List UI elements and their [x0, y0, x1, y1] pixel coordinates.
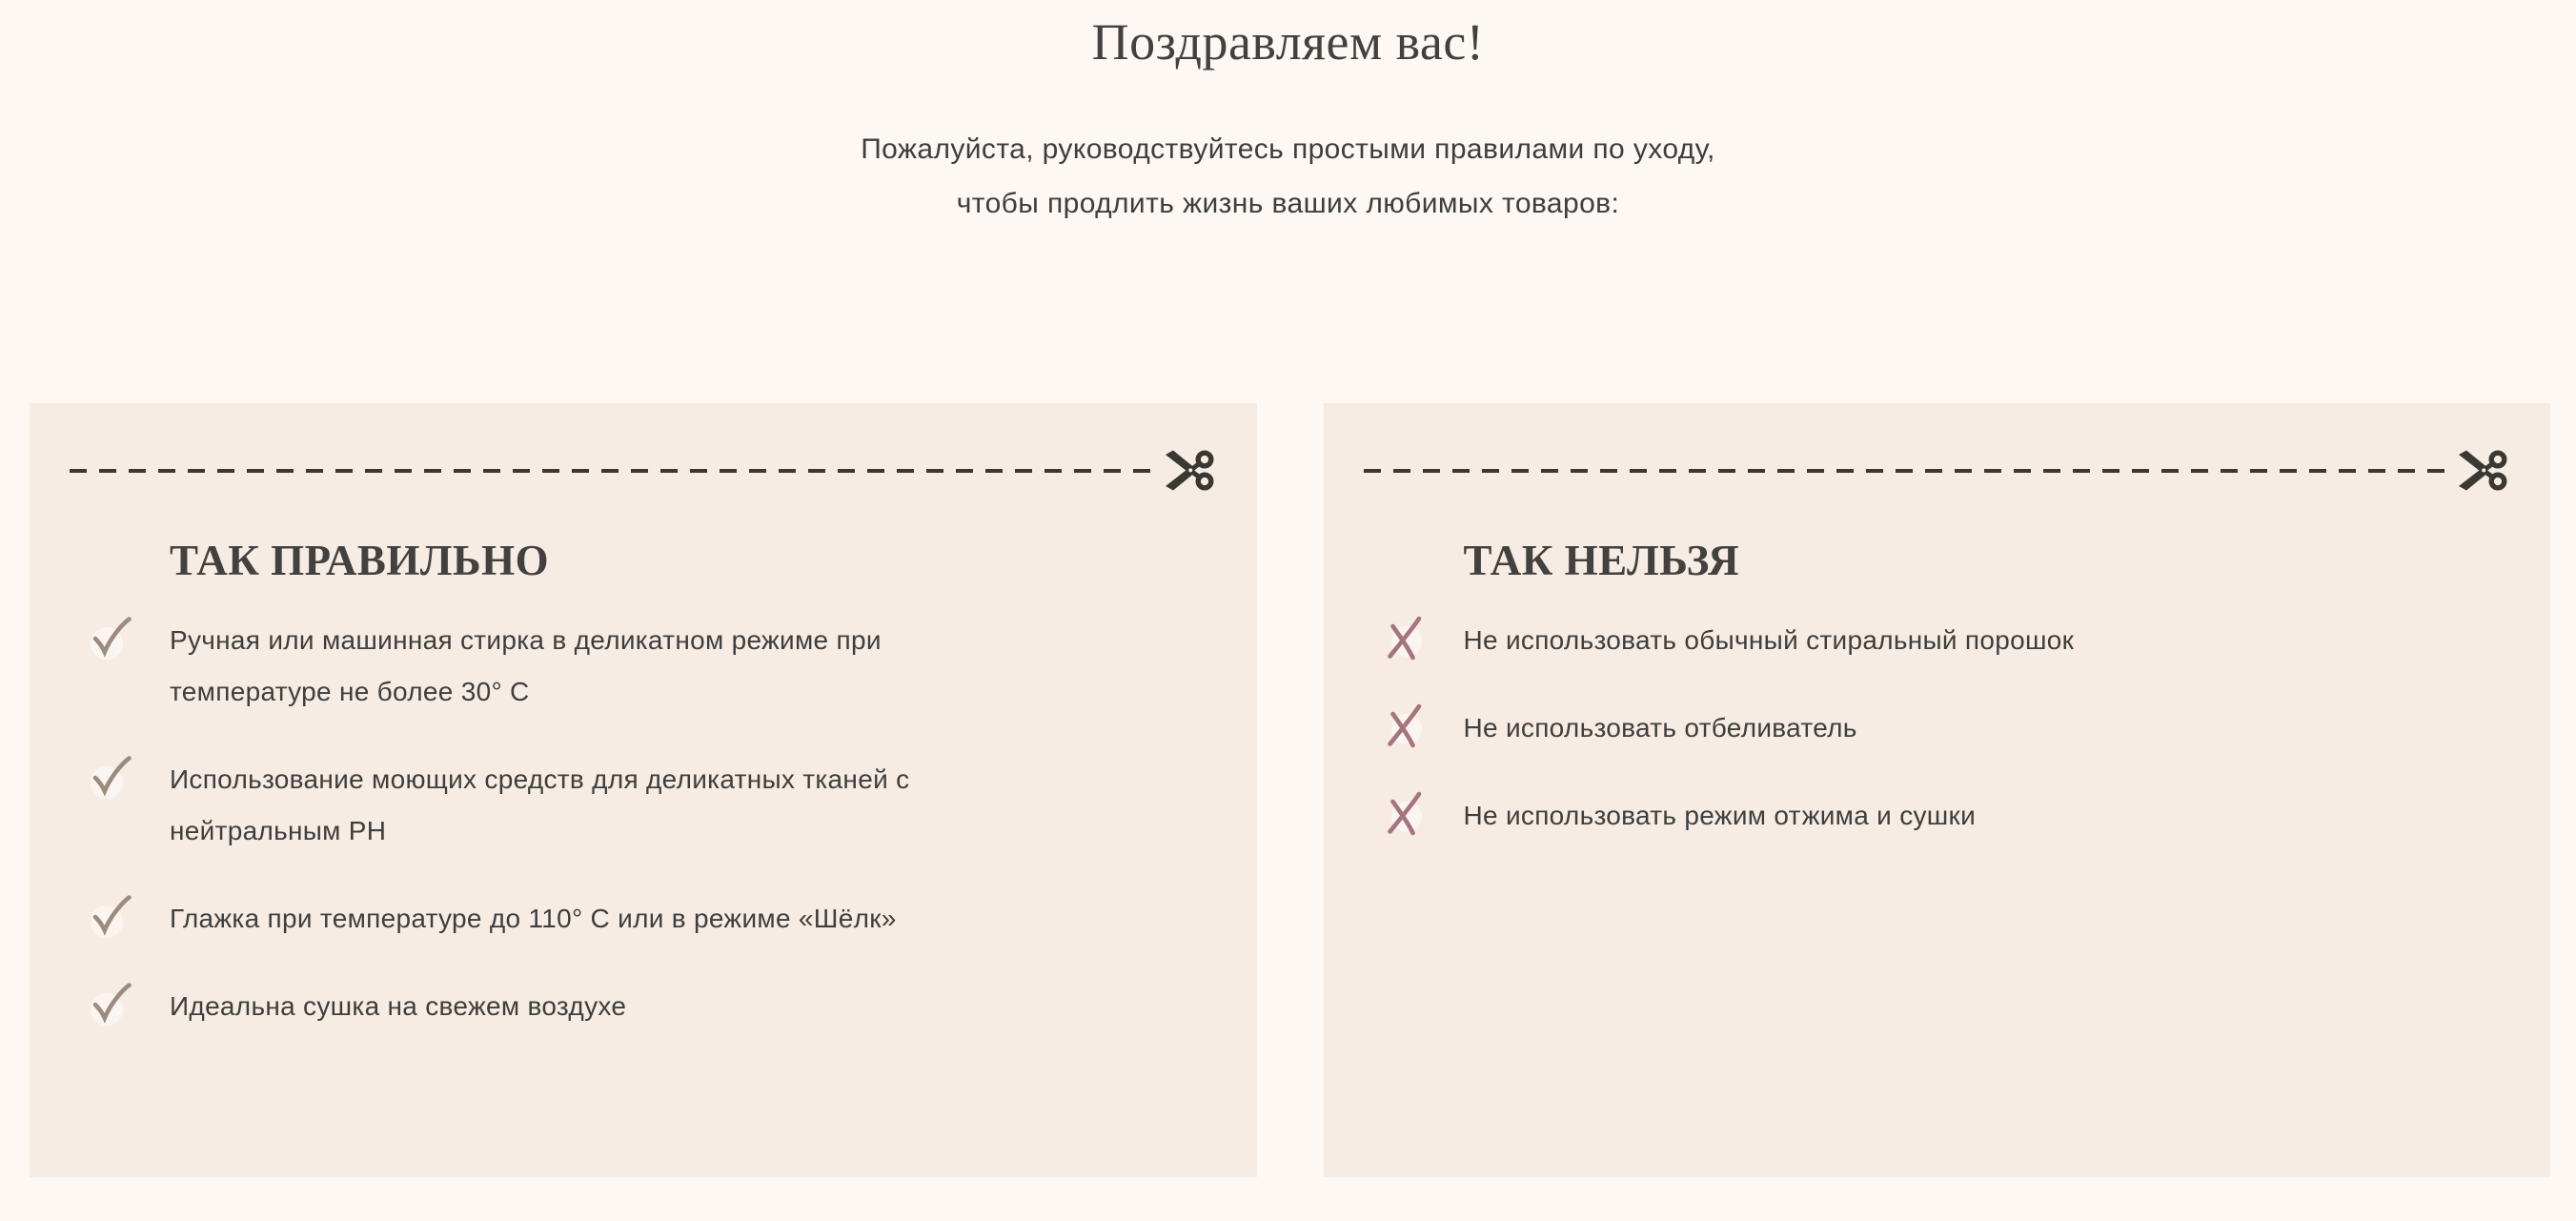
list-item	[30, 615, 1257, 718]
correct-rules-list	[30, 615, 1257, 1032]
rule-text: Не использовать режим отжима и сушки	[1463, 801, 1977, 830]
check-icon	[89, 754, 134, 800]
subtitle-line-2: чтобы продлить жизнь ваших любимых товаров:	[956, 188, 1620, 219]
rule-text: Ручная или машинная стирка в деликатном режиме при температуре не более 30° С	[170, 625, 882, 706]
intro-section	[0, 0, 2576, 231]
list-item	[30, 893, 1257, 945]
check-icon	[89, 981, 134, 1027]
list-item	[1324, 702, 2551, 754]
rule-text: Не использовать отбеливатель	[1463, 713, 1857, 743]
panel-correct-heading: ТАК ПРАВИЛЬНО	[170, 537, 550, 584]
list-item	[30, 754, 1257, 857]
dashed-line	[1364, 469, 2456, 473]
check-icon	[89, 893, 134, 939]
forbidden-rules-list	[1324, 615, 2551, 842]
care-panels	[30, 403, 2550, 1177]
x-icon	[1383, 790, 1429, 836]
rule-text: Использование моющих средств для деликатных тканей с нейтральным PH	[170, 764, 910, 845]
subtitle-line-1: Пожалуйста, руководствуйтесь простыми правилами по уходу,	[861, 133, 1715, 165]
page-title: Поздравляем вас!	[1091, 13, 1485, 71]
rule-text: Не использовать обычный стиральный порошок	[1463, 625, 2075, 655]
panel-forbidden	[1324, 403, 2551, 1177]
panel-forbidden-heading: ТАК НЕЛЬЗЯ	[1463, 537, 1740, 584]
page-subtitle	[0, 122, 2576, 231]
cut-line	[70, 449, 1214, 492]
list-item	[1324, 615, 2551, 666]
dashed-line	[70, 469, 1162, 473]
check-icon	[89, 615, 134, 661]
list-item	[1324, 790, 2551, 842]
x-icon	[1383, 702, 1429, 748]
rule-text: Идеальна сушка на свежем воздухе	[170, 991, 627, 1021]
panel-correct	[30, 403, 1257, 1177]
list-item	[30, 981, 1257, 1032]
scissors-icon	[2458, 449, 2507, 492]
x-icon	[1383, 615, 1429, 661]
rule-text: Глажка при температуре до 110° С или в режиме «Шёлк»	[170, 904, 897, 933]
cut-line	[1364, 449, 2508, 492]
scissors-icon	[1165, 449, 1214, 492]
